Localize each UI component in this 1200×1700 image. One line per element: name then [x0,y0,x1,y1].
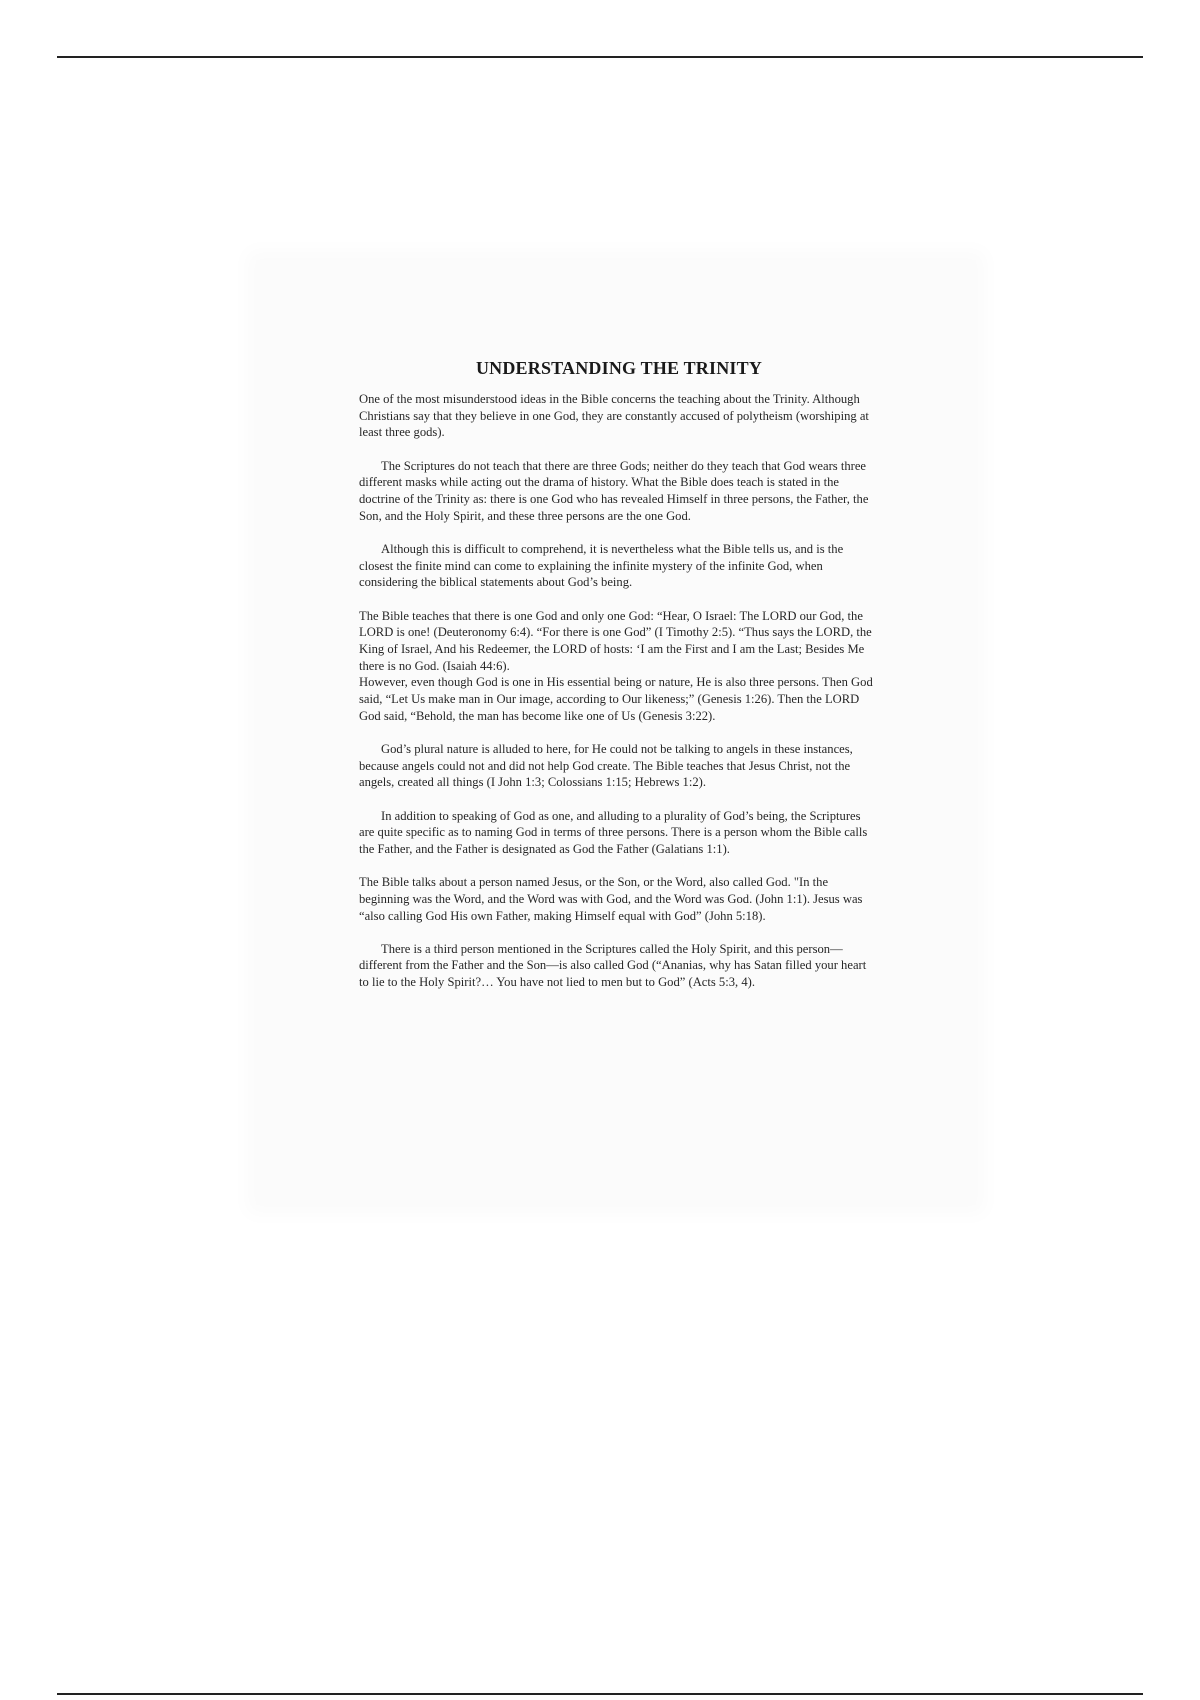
paragraph-4: The Bible teaches that there is one God and only one God: “Hear, O Israel: The LORD our God, the LORD is one! (Deuteronomy 6:4). “For there is one God” (I Timothy 2:5). “Thus says the LORD, the King of Israel, And his Redeemer, the LORD of hosts: ‘I am the First and I am the Last; Besides Me there is no God. (Isaiah 44:6). [359,608,872,673]
paragraph-7: In addition to speaking of God as one, and alluding to a plurality of God’s being, the Scriptures are quite specific as to naming God in terms of three persons. There is a person whom the Bible calls the Father, and the Father is designated as God the Father (Galatians 1:1). [359,808,868,856]
top-rule [57,56,1143,58]
paragraph-6: God’s plural nature is alluded to here, for He could not be talking to angels in these instances, because angels could not and did not help God create. The Bible teaches that Jesus Christ, not the angels, created all things (I John 1:3; Colossians 1:15; Hebrews 1:2). [359,741,853,790]
document-body [359,358,879,1007]
paragraph-8: The Bible talks about a person named Jesus, or the Son, or the Word, also called God. "In the beginning was the Word, and the Word was with God, and the Word was God. (John 1:1). Jesus was “also calling God His own Father, making Himself equal with God” (John 5:18). [359,875,863,923]
paragraph-1: One of the most misunderstood ideas in the Bible concerns the teaching about the Trinity. Although Christians say that they believe in one God, they are constantly accused of polytheism (worshiping at least three gods). [359,392,869,440]
paragraph-5: However, even though God is one in His essential being or nature, He is also three persons. Then God said, “Let Us make man in Our image, according to Our likeness;” (Genesis 1:26). Then the LORD God said, “Behold, the man has become like one of Us (Genesis 3:22). [359,675,873,723]
document-title: UNDERSTANDING THE TRINITY [475,358,763,378]
paragraph-2: The Scriptures do not teach that there are three Gods; neither do they teach that God wears three different masks while acting out the drama of history. What the Bible does teach is stated in the doctrine of the Trinity as: there is one God who has revealed Himself in three persons, the Father, the Son, and the Holy Spirit, and these three persons are the one God. [359,458,869,523]
paragraph-3: Although this is difficult to comprehend, it is nevertheless what the Bible tells us, and is the closest the finite mind can come to explaining the infinite mystery of the infinite God, when considering the biblical statements about God’s being. [359,541,844,590]
bottom-rule [57,1693,1143,1695]
paragraph-9: There is a third person mentioned in the Scriptures called the Holy Spirit, and this person—different from the Father and the Son—is also called God (“Ananias, why has Satan filled your heart to lie to the Holy Spirit?… You have not lied to men but to God” (Acts 5:3, 4). [359,941,867,990]
